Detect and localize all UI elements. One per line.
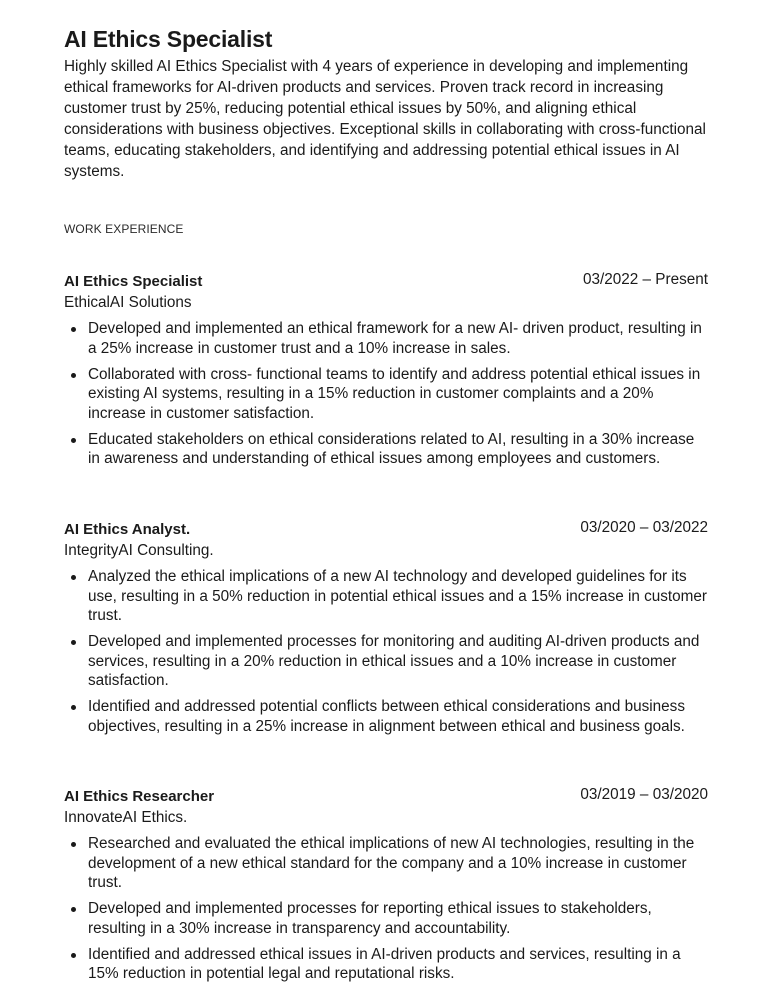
job-title: AI Ethics Analyst. <box>64 521 191 538</box>
job-bullet: Developed and implemented processes for reporting ethical issues to stakeholders, resulting in a 30% increase in transparency and accountability. <box>64 899 708 938</box>
job-bullet: Collaborated with cross- functional teams to identify and address potential ethical issues in existing AI systems, resulting in a 15% reduction in customer complaints and a 20% increase in customer satisfaction. <box>64 365 708 424</box>
professional-summary: Highly skilled AI Ethics Specialist with 4 years of experience in developing and implementing ethical frameworks for AI-driven products and services. Proven track record in increasing customer trust by 25%, reducing potential ethical issues by 50%, and aligning ethical considerations with business objectives. Exceptional skills in collaborating with cross-functional teams, educating stakeholders, and identifying and addressing potential ethical issues in AI systems. <box>64 58 706 180</box>
job-bullet: Identified and addressed ethical issues in AI-driven products and services, resulting in a 15% reduction in potential legal and reputational risks. <box>64 945 708 984</box>
job-bullet: Analyzed the ethical implications of a new AI technology and developed guidelines for its use, resulting in a 50% reduction in potential ethical issues and a 15% increase in customer trust. <box>64 567 708 626</box>
job-title: AI Ethics Specialist <box>64 273 203 290</box>
job-bullet-list <box>64 567 708 736</box>
job-header <box>64 518 708 540</box>
job-entry <box>64 518 708 743</box>
job-company: InnovateAI Ethics. <box>64 809 188 826</box>
job-dates: 03/2020 – 03/2022 <box>580 519 708 536</box>
job-bullet-list <box>64 319 708 469</box>
job-bullet: Identified and addressed potential conflicts between ethical considerations and business objectives, resulting in a 25% increase in alignment between ethical and business goals. <box>64 697 708 736</box>
job-company: IntegrityAI Consulting. <box>64 542 214 559</box>
job-entry <box>64 270 708 475</box>
job-header <box>64 270 708 292</box>
job-bullet: Researched and evaluated the ethical implications of new AI technologies, resulting in the development of a new ethical standard for the company and a 10% increase in customer trust. <box>64 834 708 893</box>
job-bullet-list <box>64 834 708 984</box>
resume-title: AI Ethics Specialist <box>64 26 273 52</box>
work-experience-heading: WORK EXPERIENCE <box>64 222 184 236</box>
job-title: AI Ethics Researcher <box>64 788 215 805</box>
job-bullet: Educated stakeholders on ethical considerations related to AI, resulting in a 30% increase in awareness and understanding of ethical issues among employees and customers. <box>64 430 708 469</box>
job-entry <box>64 785 708 990</box>
job-bullet: Developed and implemented processes for monitoring and auditing AI-driven products and services, resulting in a 20% reduction in ethical issues and a 10% increase in customer satisfaction. <box>64 632 708 691</box>
job-company: EthicalAI Solutions <box>64 294 192 311</box>
job-dates: 03/2022 – Present <box>582 271 708 288</box>
job-header <box>64 785 708 807</box>
job-dates: 03/2019 – 03/2020 <box>580 786 708 803</box>
job-bullet: Developed and implemented an ethical framework for a new AI- driven product, resulting in a 25% increase in customer trust and a 10% increase in sales. <box>64 319 708 358</box>
